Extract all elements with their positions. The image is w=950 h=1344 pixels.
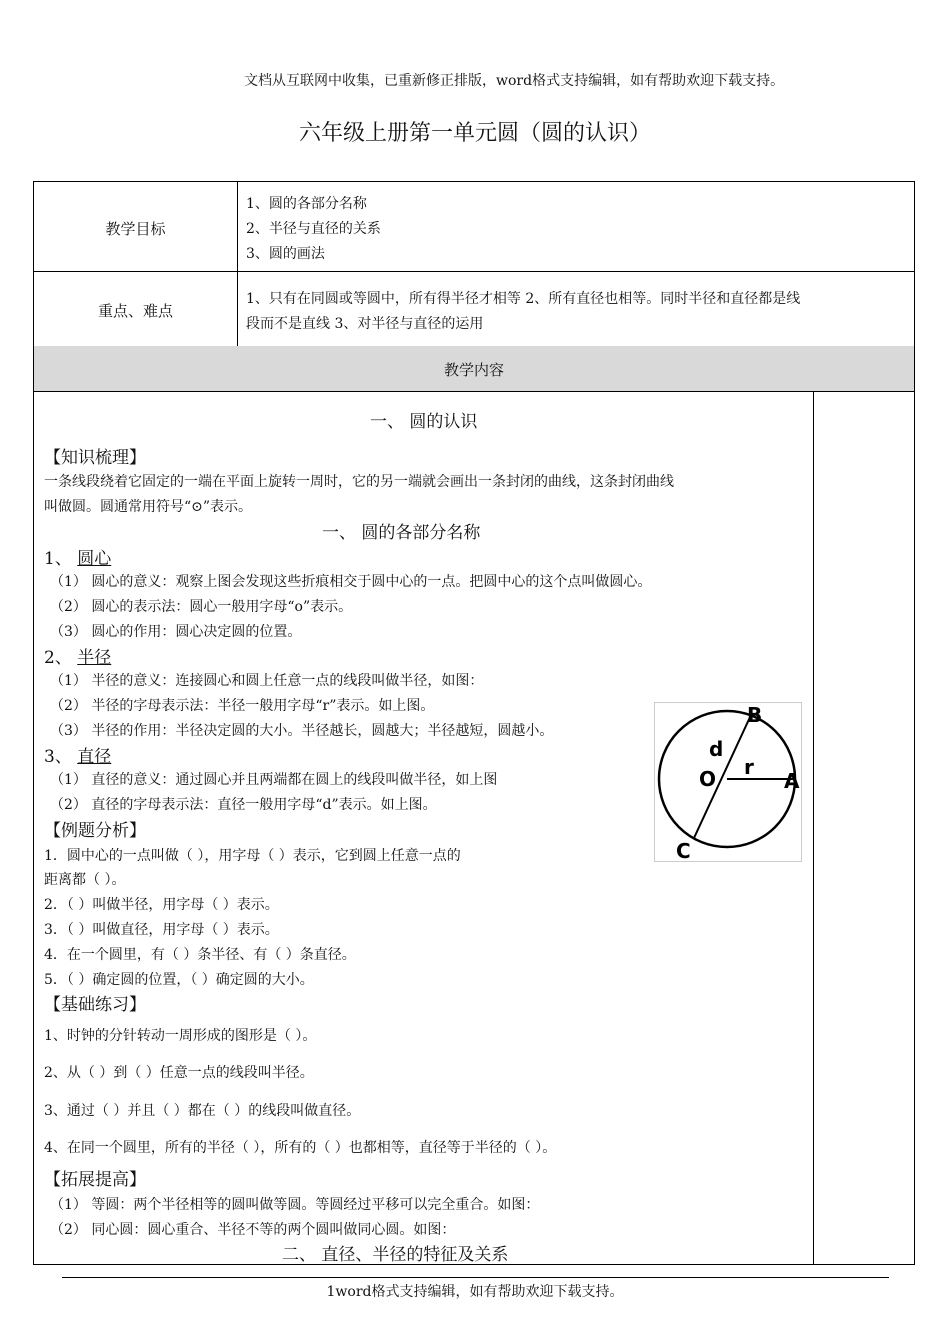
basic-line: 1、时钟的分针转动一周形成的图形是（ ）。 xyxy=(44,1028,317,1044)
part-title: 一、 圆的各部分名称 xyxy=(322,523,481,543)
basic-line: 3、通过（ ）并且（ ）都在（ ）的线段叫做直径。 xyxy=(44,1103,361,1119)
extend-line: （1） 等圆：两个半径相等的圆叫做等圆。等圆经过平移可以完全重合。如图： xyxy=(50,1197,540,1213)
radius-heading xyxy=(44,643,111,668)
center-item: （2） 圆心的表示法：圆心一般用字母“o”表示。 xyxy=(50,599,353,615)
diameter-item: （1） 直径的意义：通过圆心并且两端都在圆上的线段叫做半径，如上图 xyxy=(50,772,498,788)
radius-name: 半径 xyxy=(77,648,112,668)
label-b: B xyxy=(747,703,763,727)
label-c: C xyxy=(676,839,691,862)
part2-title: 二、 直径、半径的特征及关系 xyxy=(282,1245,509,1265)
example-line: 4．在一个圆里，有（ ）条半径、有（ ）条直径。 xyxy=(44,947,356,963)
diameter-item: （2） 直径的字母表示法：直径一般用字母“d”表示。如上图。 xyxy=(50,797,437,813)
key-label: 重点、难点 xyxy=(97,302,173,320)
goal-item: 1、圆的各部分名称 xyxy=(246,196,367,212)
header-note: 文档从互联网中收集，已重新修正排版，word格式支持编辑，如有帮助欢迎下载支持。 xyxy=(244,73,785,89)
label-r: r xyxy=(744,755,754,779)
extend-heading: 【拓展提高】 xyxy=(44,1170,146,1190)
knowledge-line: 叫做圆。圆通常用符号“⊙”表示。 xyxy=(44,499,253,515)
goal-item: 2、半径与直径的关系 xyxy=(246,221,381,237)
label-a: A xyxy=(784,769,800,793)
center-item: （1） 圆心的意义：观察上图会发现这些折痕相交于圆中心的一点。把圆中心的这个点叫做圆心。 xyxy=(50,574,652,590)
center-heading xyxy=(44,544,111,569)
row-divider xyxy=(34,391,914,392)
radius-item: （3） 半径的作用：半径决定圆的大小。半径越长，圆越大；半径越短，圆越小。 xyxy=(50,723,554,739)
content-header: 教学内容 xyxy=(443,361,504,379)
example-line: 2．（ ）叫做半径，用字母（ ）表示。 xyxy=(44,897,279,913)
example-heading: 【例题分析】 xyxy=(44,821,146,841)
section-title: 一、 圆的认识 xyxy=(370,412,478,432)
radius-item: （1） 半径的意义：连接圆心和圆上任意一点的线段叫做半径，如图： xyxy=(50,673,484,689)
center-name: 圆心 xyxy=(77,549,112,569)
center-num: 1、 xyxy=(44,549,72,569)
circle-diagram xyxy=(654,702,802,862)
label-o: O xyxy=(699,767,717,791)
diameter-heading xyxy=(44,742,111,767)
basic-line: 4、在同一个圆里，所有的半径（ ），所有的（ ）也都相等，直径等于半径的（ ）。 xyxy=(44,1140,557,1156)
goal-item: 3、圆的画法 xyxy=(246,246,325,262)
basic-line: 2、从（ ）到（ ）任意一点的线段叫半径。 xyxy=(44,1065,314,1081)
label-d: d xyxy=(709,737,724,761)
footer-divider xyxy=(62,1277,889,1278)
row-divider xyxy=(34,271,914,272)
diagram-frame xyxy=(655,703,802,862)
diameter-name: 直径 xyxy=(77,747,112,767)
diameter-num: 3、 xyxy=(44,747,72,767)
example-line: 5．（ ）确定圆的位置，（ ）确定圆的大小。 xyxy=(44,972,314,988)
knowledge-line: 一条线段绕着它固定的一端在平面上旋转一周时，它的另一端就会画出一条封闭的曲线，这条封闭曲线 xyxy=(44,474,674,490)
column-divider xyxy=(813,391,814,1264)
page-title: 六年级上册第一单元圆（圆的认识） xyxy=(298,121,651,146)
radius-num: 2、 xyxy=(44,648,72,668)
key-line: 段而不是直线 3、对半径与直径的运用 xyxy=(246,316,484,332)
extend-line: （2） 同心圆：圆心重合、半径不等的两个圆叫做同心圆。如图： xyxy=(50,1222,456,1238)
example-line: 1．圆中心的一点叫做（ ），用字母（ ）表示，它到圆上任意一点的 xyxy=(44,848,461,864)
radius-item: （2） 半径的字母表示法：半径一般用字母“r”表示。如上图。 xyxy=(50,698,435,714)
example-line: 3．（ ）叫做直径，用字母（ ）表示。 xyxy=(44,922,279,938)
column-divider xyxy=(237,182,238,346)
example-line: 距离都（ ）。 xyxy=(44,872,126,888)
key-line: 1、只有在同圆或等圆中，所有得半径才相等 2、所有直径也相等。同时半径和直径都是线 xyxy=(246,291,801,307)
knowledge-heading: 【知识梳理】 xyxy=(44,448,146,468)
basic-heading: 【基础练习】 xyxy=(44,995,146,1015)
goal-label: 教学目标 xyxy=(105,220,166,238)
center-item: （3） 圆心的作用：圆心决定圆的位置。 xyxy=(50,624,302,640)
footer-note: 1word格式支持编辑，如有帮助欢迎下载支持。 xyxy=(326,1284,624,1300)
